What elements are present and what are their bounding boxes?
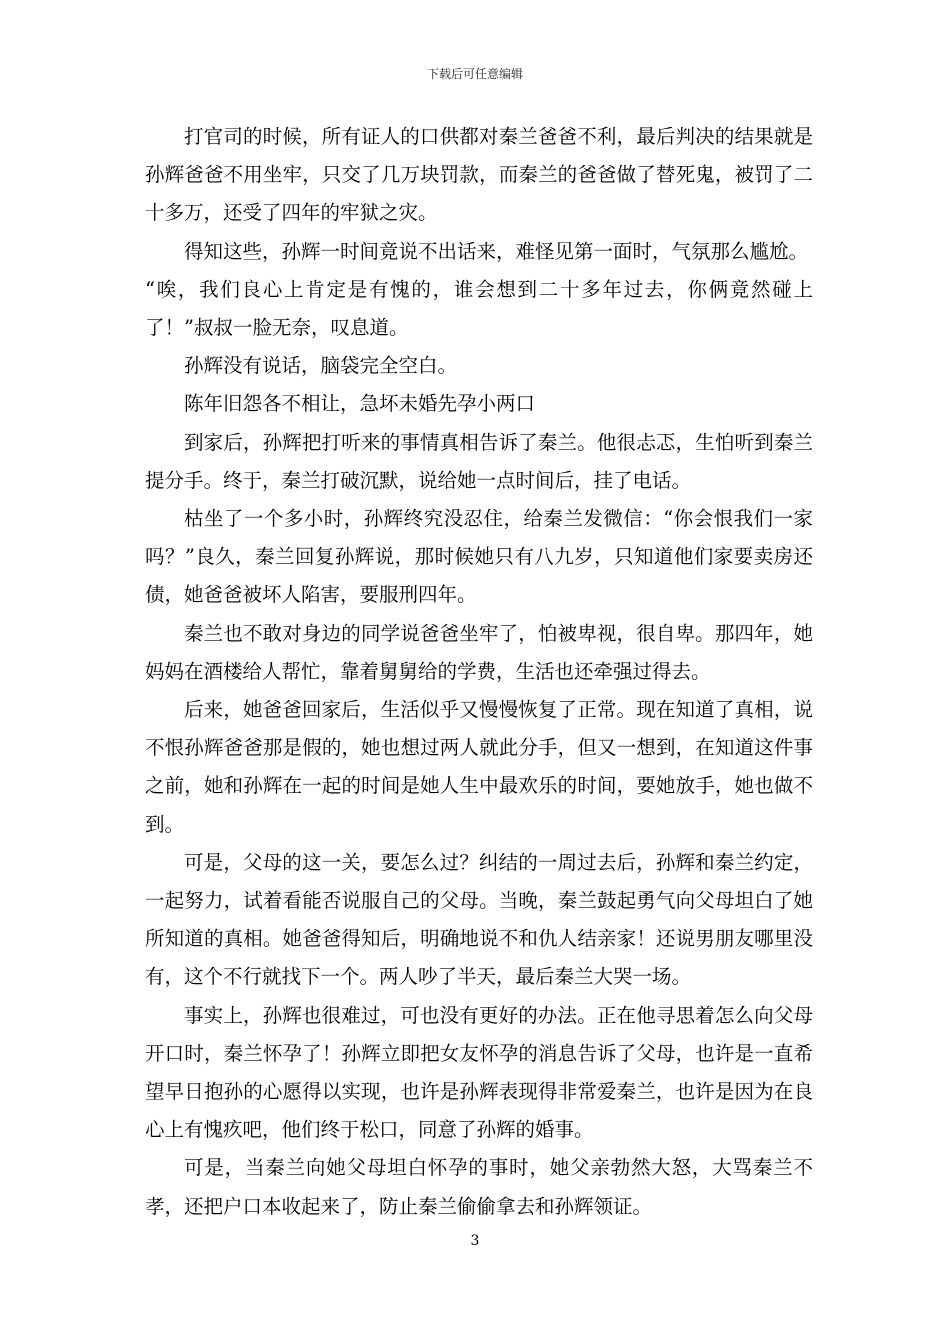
section-heading: 陈年旧怨各不相让，急坏未婚先孕小两口: [184, 392, 536, 416]
paragraph: 可是，父母的这一关，要怎么过？纠结的一周过去后，孙辉和秦兰约定，一起努力，试着看能否说服自己的父母。当晚，秦兰鼓起勇气向父母坦白了她所知道的真相。她爸爸得知后，明确地说不和仇人结亲家！还说男朋友哪里没有，这个不行就找下一个。两人吵了半天，最后秦兰大哭一场。: [145, 850, 813, 989]
paragraph: 得知这些，孙辉一时间竟说不出话来，难怪见第一面时，气氛那么尴尬。: [184, 239, 809, 263]
paragraph: 秦兰也不敢对身边的同学说爸爸坐牢了，怕被卑视，很自卑。那四年，她妈妈在酒楼给人帮忙，靠着舅舅给的学费，生活也还牵强过得去。: [145, 621, 813, 683]
paragraph: “唉，我们良心上肯定是有愧的，谁会想到二十多年过去，你俩竟然碰上了！”叔叔一脸无奈，叹息道。: [145, 277, 813, 340]
page-number: 3: [470, 1233, 480, 1249]
document-body: [145, 118, 813, 1226]
paragraph: 后来，她爸爸回家后，生活似乎又慢慢恢复了正常。现在知道了真相，说不恨孙辉爸爸那是假的，她也想过两人就此分手，但又一想到，在知道这件事之前，她和孙辉在一起的时间是她人生中最欢乐的时间，要她放手，她也做不到。: [145, 698, 813, 836]
paragraph: 枯坐了一个多小时，孙辉终究没忍住，给秦兰发微信：“你会恨我们一家吗？”良久，秦兰回复孙辉说，那时候她只有八九岁，只知道他们家要卖房还债，她爸爸被坏人陷害，要服刑四年。: [145, 507, 813, 607]
paragraph: 打官司的时候，所有证人的口供都对秦兰爸爸不利，最后判决的结果就是孙辉爸爸不用坐牢，只交了几万块罚款，而秦兰的爸爸做了替死鬼，被罚了二十多万，还受了四年的牢狱之灾。: [145, 125, 813, 225]
page-header: 下载后可任意编辑: [426, 67, 523, 81]
paragraph: 到家后，孙辉把打听来的事情真相告诉了秦兰。他很忐忑，生怕听到秦兰提分手。终于，秦兰打破沉默，说给她一点时间后，挂了电话。: [145, 430, 813, 492]
paragraph: 事实上，孙辉也很难过，可也没有更好的办法。正在他寻思着怎么向父母开口时，秦兰怀孕了！孙辉立即把女友怀孕的消息告诉了父母，也许是一直希望早日抱孙的心愿得以实现，也许是孙辉表现得非常爱秦兰，也许是因为在良心上有愧疚吧，他们终于松口，同意了孙辉的婚事。: [145, 1003, 813, 1142]
paragraph: 可是，当秦兰向她父母坦白怀孕的事时，她父亲勃然大怒，大骂秦兰不孝，还把户口本收起来了，防止秦兰偷偷拿去和孙辉领证。: [145, 1156, 813, 1218]
paragraph: 孙辉没有说话，脑袋完全空白。: [184, 354, 458, 378]
